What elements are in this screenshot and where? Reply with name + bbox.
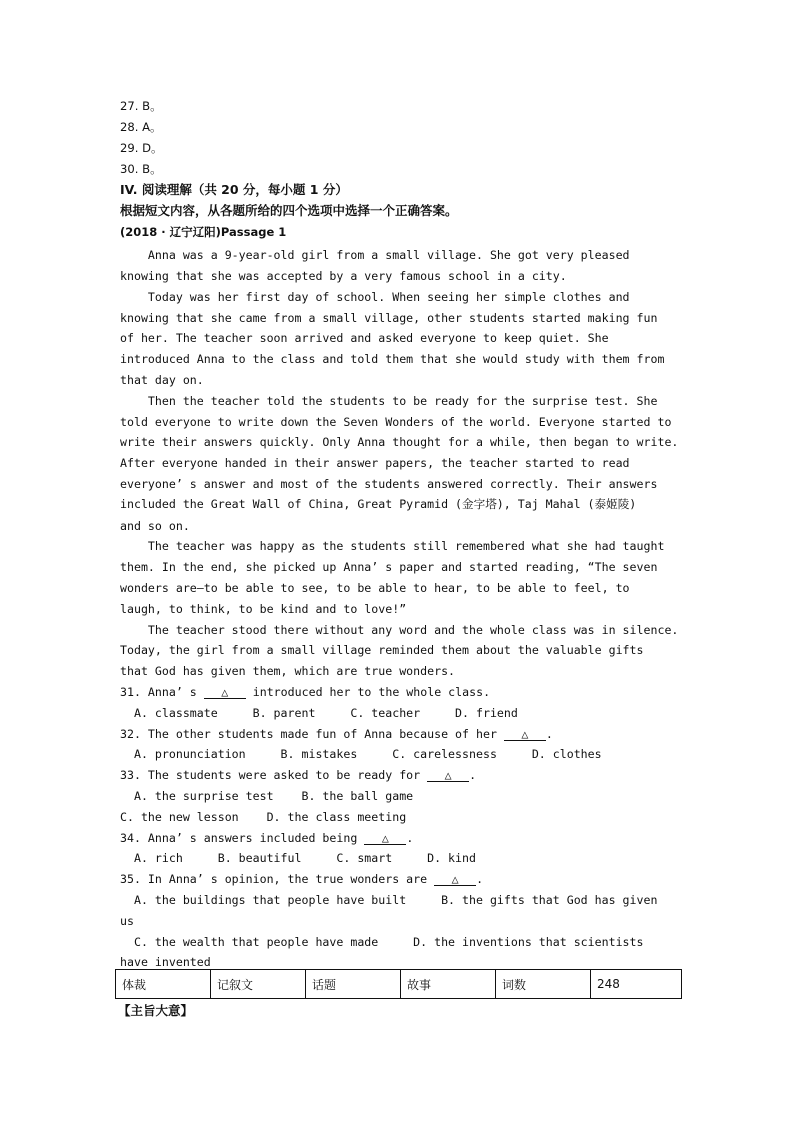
answer-blank[interactable]: △ [434, 873, 476, 886]
section-instruction: 根据短文内容，从各题所给的四个选项中选择一个正确答案。 [120, 203, 458, 218]
passage-line: knowing that she was accepted by a very famous school in a city. [120, 269, 567, 283]
answer-blank[interactable]: △ [427, 769, 469, 782]
question-35: 35. In Anna’ s opinion, the true wonders are △ . [120, 872, 484, 886]
passage-source: (2018 · 辽宁辽阳)Passage 1 [120, 225, 287, 239]
table-row [116, 970, 682, 999]
passage-line: write their answers quickly. Only Anna thought for a while, then began to write. [120, 435, 679, 449]
answer-blank[interactable]: △ [204, 686, 246, 699]
answer-27: 27. B。 [120, 99, 162, 113]
question-33: 33. The students were asked to be ready for △ . [120, 768, 477, 782]
question-34-options: A. rich B. beautiful C. smart D. kind [120, 851, 476, 865]
passage-line: everyone’ s answer and most of the students answered correctly. Their answers [120, 477, 658, 491]
question-31-options: A. classmate B. parent C. teacher D. friend [120, 706, 518, 720]
table-cell: 记叙文 [211, 970, 306, 999]
question-34: 34. Anna’ s answers included being △ . [120, 831, 414, 845]
table-cell: 词数 [496, 970, 591, 999]
answer-29: 29. D。 [120, 141, 163, 155]
passage-line: wonders are—to be able to see, to be able to hear, to be able to feel, to [120, 581, 630, 595]
question-35-options: A. the buildings that people have built B. the gifts that God has given [120, 893, 658, 907]
question-35-options: us [120, 914, 134, 928]
passage-line: Today was her first day of school. When seeing her simple clothes and [120, 290, 630, 304]
passage-line: knowing that she came from a small village, other students started making fun [120, 311, 658, 325]
question-35-options: C. the wealth that people have made D. the inventions that scientists [120, 935, 644, 949]
question-35-options: have invented [120, 955, 211, 969]
passage-line: of her. The teacher soon arrived and asked everyone to keep quiet. She [120, 331, 609, 345]
question-32: 32. The other students made fun of Anna because of her △ . [120, 727, 553, 741]
question-33-options: C. the new lesson D. the class meeting [120, 810, 407, 824]
question-32-options: A. pronunciation B. mistakes C. carelessness D. clothes [120, 747, 602, 761]
passage-line: that God has given them, which are true wonders. [120, 664, 456, 678]
main-idea-label: 【主旨大意】 [118, 1003, 194, 1018]
passage-line: laugh, to think, to be kind and to love!” [120, 602, 407, 616]
answer-28: 28. A。 [120, 120, 162, 134]
table-cell: 话题 [306, 970, 401, 999]
passage-line: them. In the end, she picked up Anna’ s paper and started reading, “The seven [120, 560, 658, 574]
passage-line: that day on. [120, 373, 204, 387]
table-cell: 248 [591, 970, 682, 999]
passage-line: The teacher stood there without any word and the whole class was in silence. [120, 623, 679, 637]
passage-line: Anna was a 9-year-old girl from a small village. She got very pleased [120, 248, 630, 262]
table-cell: 体裁 [116, 970, 211, 999]
passage-line: After everyone handed in their answer papers, the teacher started to read [120, 456, 630, 470]
passage-line: told everyone to write down the Seven Wonders of the world. Everyone started to [120, 415, 672, 429]
answer-30: 30. B。 [120, 162, 162, 176]
answer-blank[interactable]: △ [504, 728, 546, 741]
passage-line: The teacher was happy as the students still remembered what she had taught [120, 539, 665, 553]
passage-line: introduced Anna to the class and told them that she would study with them from [120, 352, 665, 366]
question-31: 31. Anna’ s △ introduced her to the whole class. [120, 685, 491, 699]
passage-line: and so on. [120, 519, 190, 533]
answer-blank[interactable]: △ [364, 832, 406, 845]
question-33-options: A. the surprise test B. the ball game [120, 789, 414, 803]
passage-info-table [115, 969, 682, 999]
table-cell: 故事 [401, 970, 496, 999]
passage-line: Then the teacher told the students to be ready for the surprise test. She [120, 394, 658, 408]
section-heading: IV. 阅读理解（共 20 分，每小题 1 分） [120, 182, 348, 197]
passage-line: Today, the girl from a small village reminded them about the valuable gifts [120, 643, 644, 657]
passage-line: included the Great Wall of China, Great Pyramid (金字塔), Taj Mahal (泰姬陵) [120, 497, 637, 511]
